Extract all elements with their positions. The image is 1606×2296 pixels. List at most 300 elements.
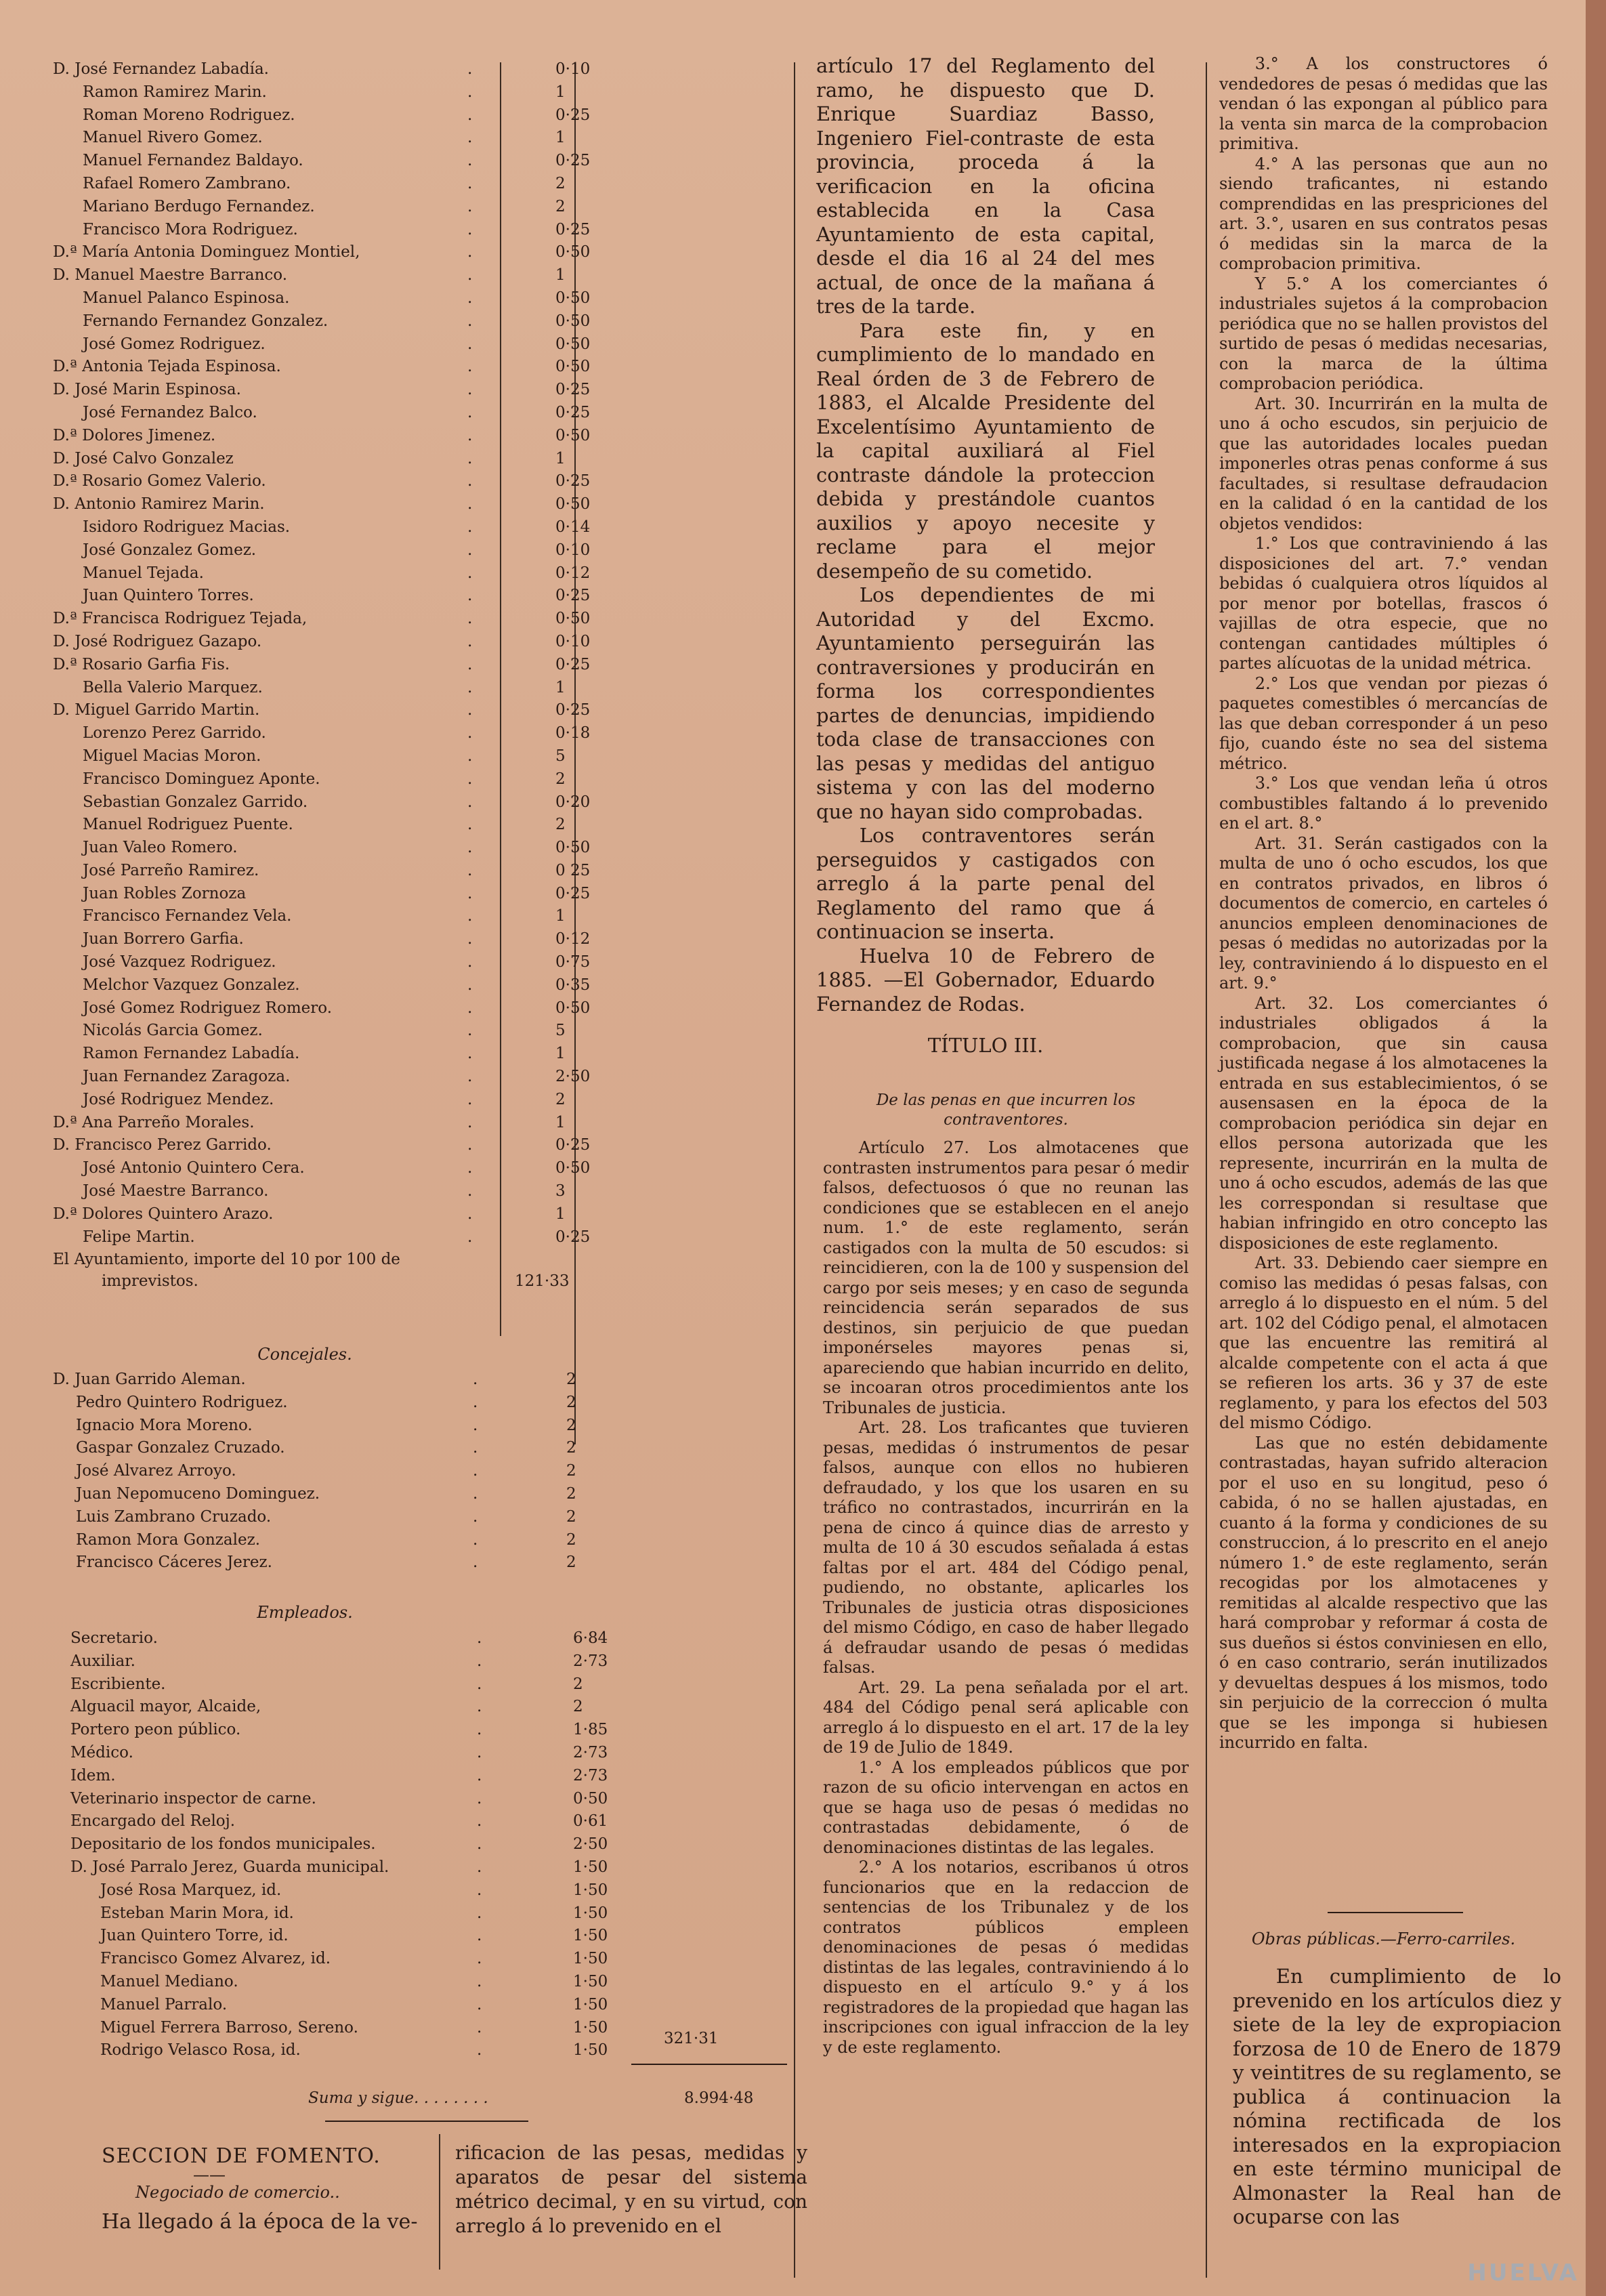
list-row xyxy=(53,516,591,539)
entry-name: José Rodriguez Mendez. xyxy=(83,1090,274,1108)
leader-dot: . xyxy=(467,999,473,1017)
empleado-row xyxy=(70,1925,608,1948)
entry-name: D. José Rodriguez Gazapo. xyxy=(53,632,262,650)
entry-name: Lorenzo Perez Garrido. xyxy=(83,724,266,743)
list-row xyxy=(53,814,574,837)
entry-name: Juan Quintero Torre, id. xyxy=(100,1927,289,1945)
entry-amount: 2 xyxy=(573,1675,583,1693)
leader-dot: . xyxy=(467,930,473,948)
list-row xyxy=(53,1089,574,1112)
entry-amount: 1·50 xyxy=(573,1927,608,1945)
entry-amount: 0·25 xyxy=(555,1136,591,1154)
concejales-list xyxy=(53,1369,574,1574)
empleado-row xyxy=(70,1948,608,1971)
paragraph: Los contraventores serán perseguidos y castigados con arreglo á la parte penal del Reglamento del ramo que á continuacion se inserta. xyxy=(816,824,1155,943)
entry-name: Miguel Macias Moron. xyxy=(83,747,261,765)
entry-amount: 0·12 xyxy=(555,564,591,582)
entry-amount: 0·50 xyxy=(555,358,591,376)
entry-name: D. Antonio Ramirez Marin. xyxy=(53,495,265,514)
leader-dot: . xyxy=(467,610,473,628)
entry-amount: 0·25 xyxy=(555,1228,591,1246)
list-row xyxy=(53,951,591,974)
concejal-row xyxy=(53,1460,574,1483)
entry-amount: 0·50 xyxy=(555,335,591,353)
entry-amount: 2 xyxy=(566,1553,576,1572)
list-row xyxy=(53,631,591,654)
entry-name: Depositario de los fondos municipales. xyxy=(70,1835,376,1854)
entry-amount: 0·50 xyxy=(555,839,591,857)
leader-dot: . xyxy=(467,655,473,673)
list-row xyxy=(53,997,591,1020)
list-row xyxy=(53,562,591,585)
paragraph: artículo 17 del Reglamento del ramo, he dispuesto que D. Enrique Suardiaz Basso, Ingeniero Fiel-contraste de esta provincia, proceda á la verificacion en la oficina establecida en la Casa Ayuntamiento de esta capital, desde el dia 16 al 24 del mes actual, de once de la mañana á tres de la tarde. xyxy=(816,54,1155,318)
entry-amount: 2 xyxy=(566,1530,576,1549)
list-row xyxy=(53,196,574,219)
entry-name: Felipe Martin. xyxy=(83,1228,195,1246)
item: Y 5.° A los comerciantes ó industriales sujetos á la comprobacion periódica que no se hallen provistos del surtido de pesas ó medidas necesarias, con la marca de la última comprobacion periódica. xyxy=(1219,274,1548,393)
entry-amount: 2 xyxy=(566,1393,576,1411)
entry-amount: 1·50 xyxy=(573,1858,608,1876)
entry-amount: 2 xyxy=(573,1698,583,1716)
entry-name: Nicolás Garcia Gomez. xyxy=(83,1022,263,1040)
list-row xyxy=(53,1226,591,1249)
empleado-row xyxy=(70,1627,608,1650)
list-row xyxy=(53,493,591,516)
leader-dot: . xyxy=(467,1159,473,1177)
empleado-row xyxy=(70,1833,608,1856)
entry-name: Miguel Ferrera Barroso, Sereno. xyxy=(100,2018,358,2037)
entry-amount: 2 xyxy=(555,197,566,215)
leader-dot: . xyxy=(467,701,473,719)
entry-name: Ramon Mora Gonzalez. xyxy=(76,1530,261,1549)
paragraph: En cumplimiento de lo prevenido en los artículos diez y siete de la ley de expropiacion forzosa de 10 de Enero de 1879 y veintitres de su reglamento, se publica á continuacion la nómina rectificada de los interesados en la expropiacion en este término municipal de Almonaster la Real han de ocuparse con las xyxy=(1233,1965,1561,2228)
entry-name: José Gomez Rodriguez Romero. xyxy=(83,999,333,1017)
list-row xyxy=(53,974,591,997)
list-row xyxy=(53,1180,574,1203)
entry-name: Secretario. xyxy=(70,1629,158,1647)
entry-amount: 2 xyxy=(555,1090,566,1108)
leader-dot: . xyxy=(467,953,473,972)
leader-dot: . xyxy=(467,907,473,925)
entry-name: Manuel Fernandez Baldayo. xyxy=(83,152,303,170)
entry-name: Esteban Marin Mora, id. xyxy=(100,1904,294,1922)
entry-amount: 2 xyxy=(566,1507,576,1526)
empleado-row xyxy=(70,1673,592,1696)
entry-amount: 0·25 xyxy=(555,701,591,719)
leader-dot: . xyxy=(467,106,473,124)
entry-name: Roman Moreno Rodriguez. xyxy=(83,106,295,124)
list-row xyxy=(53,654,591,677)
leader-dot: . xyxy=(477,1743,482,1761)
leader-dot: . xyxy=(477,1698,482,1716)
entry-name: José Vazquez Rodriguez. xyxy=(83,953,276,972)
fomento-first-line: Ha llegado á la época de la ve- xyxy=(102,2210,418,2234)
leader-dot: . xyxy=(467,587,473,605)
entry-name: D.ª Rosario Garfia Fis. xyxy=(53,655,230,673)
entry-name: Juan Nepomuceno Dominguez. xyxy=(76,1484,320,1503)
entry-amount: 1 xyxy=(555,1113,566,1131)
list-row xyxy=(53,1203,574,1226)
leader-dot: . xyxy=(477,2041,482,2060)
entry-amount: 1·50 xyxy=(573,1904,608,1922)
entry-amount: 1 xyxy=(555,266,566,285)
concejales-heading: Concejales. xyxy=(257,1345,352,1364)
list-row xyxy=(53,402,591,425)
leader-dot: . xyxy=(477,1652,482,1670)
leader-dot: . xyxy=(467,564,473,582)
entry-amount: 6·84 xyxy=(573,1629,608,1647)
empleado-row xyxy=(70,1879,608,1902)
entry-name: Idem. xyxy=(70,1766,116,1784)
empleado-row xyxy=(70,1696,592,1719)
leader-dot: . xyxy=(477,1858,482,1876)
paragraph: Huelva 10 de Febrero de 1885. —El Gobernador, Eduardo Fernandez de Rodas. xyxy=(816,944,1155,1016)
leader-dot: . xyxy=(467,816,473,834)
leader-dot: . xyxy=(467,449,473,467)
contributors-list xyxy=(53,58,591,1249)
empleado-row xyxy=(70,1994,608,2017)
entry-name: Escribiente. xyxy=(70,1675,166,1693)
entry-name: D.ª Dolores Jimenez. xyxy=(53,426,216,444)
entry-amount: 2 xyxy=(566,1439,576,1457)
entry-amount: 5 xyxy=(555,1022,566,1040)
item: 4.° A las personas que aun no siendo traficantes, ni estando comprendidas en las prespriciones del art. 3.°, usaren en sus contratos pesas ó medidas sin la marca de la comprobacion primitiva. xyxy=(1219,154,1548,273)
entry-amount: 0·25 xyxy=(555,152,591,170)
leader-dot: . xyxy=(477,1835,482,1854)
list-row xyxy=(53,219,591,242)
entry-name: D. José Marin Espinosa. xyxy=(53,381,241,399)
entry-amount: 1·50 xyxy=(573,2018,608,2037)
entry-amount: 1·50 xyxy=(573,1995,608,2013)
section-rule xyxy=(1328,1912,1463,1913)
entry-name: José Parreño Ramirez. xyxy=(83,861,259,879)
entry-name: Francisco Dominguez Aponte. xyxy=(83,770,320,788)
entry-amount: 0·14 xyxy=(555,518,591,536)
empleado-row xyxy=(70,1719,608,1742)
concejal-row xyxy=(53,1551,574,1574)
leader-dot: . xyxy=(477,1950,482,1968)
fomento-continuation: rificacion de las pesas, medidas y aparatos de pesar del sistema métrico decimal, y en su virtud, con arreglo á lo prevenido en el xyxy=(455,2142,807,2237)
leader-dot: . xyxy=(467,426,473,444)
entry-name: Mariano Berdugo Fernandez. xyxy=(83,197,315,215)
entry-amount: 0·18 xyxy=(555,724,591,743)
leader-dot: . xyxy=(467,518,473,536)
leader-dot: . xyxy=(467,1182,473,1201)
leader-dot: . xyxy=(473,1530,478,1549)
page-edge xyxy=(1586,0,1606,2296)
entry-name: Ramon Fernandez Labadía. xyxy=(83,1045,300,1063)
entry-amount: 1·50 xyxy=(573,2041,608,2060)
entry-name: Portero peon público. xyxy=(70,1721,241,1739)
entry-name: Francisco Mora Rodriguez. xyxy=(83,220,298,238)
list-row xyxy=(53,356,591,379)
ayuntamiento-total: 121·33 xyxy=(515,1272,570,1290)
entry-name: José Fernandez Balco. xyxy=(83,403,257,421)
entry-name: Francisco Cáceres Jerez. xyxy=(76,1553,272,1572)
entry-amount: 0·25 xyxy=(555,403,591,421)
leader-dot: . xyxy=(477,1904,482,1922)
list-row xyxy=(53,127,574,150)
leader-dot: . xyxy=(467,1090,473,1108)
leader-dot: . xyxy=(473,1553,478,1572)
entry-amount: 1 xyxy=(555,129,566,147)
item: 3.° A los constructores ó vendedores de pesas ó medidas que las vendan ó las expongan al público para la venta sin marca de la comprobacion primitiva. xyxy=(1219,54,1548,153)
entry-name: José Rosa Marquez, id. xyxy=(100,1881,282,1899)
leader-dot: . xyxy=(467,174,473,192)
leader-dot: . xyxy=(477,1812,482,1831)
list-row xyxy=(53,104,591,127)
empleado-row xyxy=(70,1650,608,1673)
entry-amount: 2 xyxy=(555,770,566,788)
list-row xyxy=(53,379,591,402)
entry-amount: 0·50 xyxy=(555,426,591,444)
suma-total: 8.994·48 xyxy=(684,2089,754,2107)
leader-dot: . xyxy=(473,1416,478,1434)
entry-amount: 0·75 xyxy=(555,953,591,972)
leader-dot: . xyxy=(467,495,473,514)
concejal-row xyxy=(53,1483,574,1506)
leader-dot: . xyxy=(467,770,473,788)
entry-name: Alguacil mayor, Alcaide, xyxy=(70,1698,261,1716)
entry-amount: 0·25 xyxy=(555,884,591,902)
entry-amount: 0·25 xyxy=(555,106,591,124)
concejal-row xyxy=(53,1437,574,1460)
entry-name: Médico. xyxy=(70,1743,133,1761)
column-3-expropiacion xyxy=(1233,1965,1561,2230)
entry-name: Bella Valerio Marquez. xyxy=(83,678,263,696)
leader-dot: . xyxy=(473,1371,478,1388)
list-row xyxy=(53,791,591,814)
entry-name: José Antonio Quintero Cera. xyxy=(83,1159,305,1177)
article-33: Art. 33. Debiendo caer siempre en comiso las medidas ó pesas falsas, con arreglo á lo dispuesto en el núm. 5 del art. 102 del Código penal, el almotacen que las encuentre las remitirá al alcalde competente con el acta á que se refieren los arts. 36 y 37 de este reglamento, y para los efectos del 503 del mismo Código. xyxy=(1219,1253,1548,1432)
entry-amount: 0·10 xyxy=(555,60,591,78)
list-row xyxy=(53,608,591,631)
leader-dot: . xyxy=(467,220,473,238)
entry-amount: 0·25 xyxy=(555,220,591,238)
entry-name: D.ª Dolores Quintero Arazo. xyxy=(53,1205,274,1223)
entry-amount: 2 xyxy=(555,174,566,192)
entry-name: D.ª Rosario Gomez Valerio. xyxy=(53,472,266,490)
empleado-row xyxy=(70,1788,608,1811)
leader-dot: . xyxy=(473,1462,478,1480)
entry-name: Rodrigo Velasco Rosa, id. xyxy=(100,2041,301,2060)
list-row xyxy=(53,425,591,448)
leader-dot: . xyxy=(477,2018,482,2037)
column-3 xyxy=(1219,54,1548,1753)
list-row xyxy=(53,860,591,883)
list-row xyxy=(53,470,591,493)
list-row xyxy=(53,1157,591,1180)
leader-dot: . xyxy=(467,724,473,743)
titulo-subheading: De las penas en que incurren los contraventores. xyxy=(876,1091,1136,1129)
archive-watermark: HUELVA xyxy=(1467,2259,1579,2287)
entry-amount: 1 xyxy=(555,1205,566,1223)
list-row xyxy=(53,81,574,104)
column-rule xyxy=(794,62,795,2278)
entry-name: Melchor Vazquez Gonzalez. xyxy=(83,976,300,994)
entry-name: Pedro Quintero Rodriguez. xyxy=(76,1393,288,1411)
leader-dot: . xyxy=(467,1228,473,1246)
empleado-row xyxy=(70,1971,608,1994)
article-31: Art. 31. Serán castigados con la multa de uno ó ocho escudos, los que en contratos privados, en libros ó documentos de comercio, en carteles ó anuncios empleen denominaciones de pesas ó medidas no autorizadas por la ley, contraviniendo á lo dispuesto en el art. 9.° xyxy=(1219,833,1548,993)
entry-amount: 0 25 xyxy=(555,861,591,879)
leader-dot: . xyxy=(467,747,473,765)
leader-dot: . xyxy=(467,243,473,262)
entry-name: D.ª Ana Parreño Morales. xyxy=(53,1113,255,1131)
entry-amount: 2 xyxy=(566,1416,576,1434)
entry-amount: 3 xyxy=(555,1182,566,1201)
obras-heading: Obras públicas.—Ferro-carriles. xyxy=(1251,1929,1516,1948)
empleados-heading: Empleados. xyxy=(257,1603,353,1622)
entry-amount: 0·12 xyxy=(555,930,591,948)
concejal-row xyxy=(53,1369,574,1392)
leader-dot: . xyxy=(473,1507,478,1526)
leader-dot: . xyxy=(467,358,473,376)
empleado-row xyxy=(70,1856,608,1879)
leader-dot: . xyxy=(467,793,473,811)
leader-dot: . xyxy=(467,884,473,902)
leader-dot: . xyxy=(467,632,473,650)
entry-amount: 1 xyxy=(555,449,566,467)
entry-amount: 0·50 xyxy=(573,1789,608,1808)
list-row xyxy=(53,1134,591,1157)
entry-name: D. José Fernandez Labadía. xyxy=(53,60,269,78)
leader-dot: . xyxy=(467,60,473,78)
entry-name: Gaspar Gonzalez Cruzado. xyxy=(76,1439,285,1457)
entry-amount: 2 xyxy=(566,1484,576,1503)
entry-amount: 2·73 xyxy=(573,1766,608,1784)
leader-dot: . xyxy=(467,152,473,170)
fomento-dash: —— xyxy=(193,2165,226,2184)
entry-amount: 2·73 xyxy=(573,1652,608,1670)
entry-name: José Gonzalez Gomez. xyxy=(83,541,257,559)
column-rule xyxy=(439,2134,440,2270)
paragraph: Para este fin, y en cumplimiento de lo mandado en Real órden de 3 de Febrero de 1883, el Alcalde Presidente del Excelentísimo Ayuntamiento de la capital auxiliará al Fiel contraste dándole la proteccion debida y prestándole cuantos auxilios y apoyo necesite y reclame para el mejor desempeño de su cometido. xyxy=(816,318,1155,583)
entry-amount: 5 xyxy=(555,747,566,765)
column-rule xyxy=(1206,62,1207,2278)
leader-dot: . xyxy=(477,1629,482,1647)
entry-amount: 0·50 xyxy=(555,999,591,1017)
entry-amount: 0·10 xyxy=(555,541,591,559)
entry-name: Sebastian Gonzalez Garrido. xyxy=(83,793,308,811)
concejal-row xyxy=(53,1392,574,1415)
article-28: Art. 28. Los traficantes que tuvieren pesas, medidas ó instrumentos de pesar falsos, aunque con ellos no hubieren defraudado, y los que los usaren en su tráfico no contrastados, incurrirán en la pena de cinco á quince dias de arresto y multa de 10 á 30 escudos señalada á estas faltas por el art. 484 del Código penal, pudiendo, no obstante, aplicarles los Tribunales de justicia otras disposiciones del mismo Código, en caso de haber llegado á defraudar usando de pesas ó medidas falsas. xyxy=(823,1418,1189,1677)
leader-dot: . xyxy=(467,1022,473,1040)
list-row xyxy=(53,287,591,310)
entry-name: Luis Zambrano Cruzado. xyxy=(76,1507,272,1526)
column-2 xyxy=(816,54,1155,1058)
leader-dot: . xyxy=(467,403,473,421)
entry-amount: 2·50 xyxy=(573,1835,608,1854)
article-29-item: 2.° A los notarios, escribanos ú otros funcionarios que en la redaccion de sentencias de los Tribunalez y de los contratos públicos empleen denominaciones de pesas ó medidas distintas de las legales, contraviniendo á lo dispuesto en el artículo 9.° y á los registradores de la propiedad que hagan las inscripciones con igual infraccion de la ley y de este reglamento. xyxy=(823,1858,1189,2057)
empleado-row xyxy=(70,1810,608,1833)
entry-amount: 2·50 xyxy=(555,1068,591,1086)
leader-dot: . xyxy=(467,1045,473,1063)
entry-amount: 2·73 xyxy=(573,1743,608,1761)
list-row xyxy=(53,448,574,471)
entry-amount: 0·10 xyxy=(555,632,591,650)
leader-dot: . xyxy=(477,1766,482,1784)
leader-dot: . xyxy=(473,1439,478,1457)
entry-name: Rafael Romero Zambrano. xyxy=(83,174,291,192)
empleado-row xyxy=(70,2017,608,2040)
leader-dot: . xyxy=(467,381,473,399)
paragraph: Los dependientes de mi Autoridad y del Excmo. Ayuntamiento perseguirán las contraversiones y producirán en forma los correspondientes partes de denuncias, impidiendo toda clase de transacciones con las pesas y medidas del antiguo sistema y con las del moderno que no hayan sido comprobadas. xyxy=(816,583,1155,823)
list-row xyxy=(53,1112,574,1135)
entry-amount: 1 xyxy=(555,1045,566,1063)
leader-dot: . xyxy=(467,678,473,696)
entry-name: D. José Calvo Gonzalez xyxy=(53,449,234,467)
list-row xyxy=(53,883,591,906)
leader-dot: . xyxy=(467,197,473,215)
entry-name: Manuel Mediano. xyxy=(100,1972,238,1990)
item: 2.° Los que vendan por piezas ó paquetes comestibles ó mercancías de las que deban corresponder á un peso fijo, cuando éste no sea del sistema métrico. xyxy=(1219,673,1548,773)
entry-name: Juan Valeo Romero. xyxy=(83,839,238,857)
list-row xyxy=(53,1020,574,1043)
entry-name: Veterinario inspector de carne. xyxy=(70,1789,316,1808)
leader-dot: . xyxy=(467,541,473,559)
suma-label: Suma y sigue. . . . . . . . xyxy=(308,2089,488,2107)
entry-amount: 0·50 xyxy=(555,1159,591,1177)
leader-dot: . xyxy=(467,1113,473,1131)
fomento-title: SECCION DE FOMENTO. xyxy=(102,2144,381,2168)
leader-dot: . xyxy=(467,312,473,330)
entry-name: Auxiliar. xyxy=(70,1652,135,1670)
entry-name: Fernando Fernandez Gonzalez. xyxy=(83,312,329,330)
list-row xyxy=(53,173,574,196)
entry-amount: 0·50 xyxy=(555,289,591,307)
article-32: Art. 32. Los comerciantes ó industriales obligados á la comprobacion, que sin causa justificada negase á los almotacenes la entrada en sus establecimientos, ó se ausensasen en la época de la comprobacion periódica sin dejar en ellos persona autorizada que les represente, incurrirán en la multa de uno á ocho escudos, además de las que les correspondan si resultase que habian infringido en otro concepto las disposiciones de este reglamento. xyxy=(1219,993,1548,1253)
list-row xyxy=(53,905,574,928)
empleados-subtotal: 321·31 xyxy=(664,2030,719,2047)
leader-dot: . xyxy=(467,839,473,857)
article-30: Art. 30. Incurrirán en la multa de uno á ocho escudos, sin perjuicio de que las autoridades locales puedan imponerles otras penas conforme á sus facultades, si resultase defraudacion en la calidad ó en la cantidad de los objetos vendidos: xyxy=(1219,394,1548,533)
list-row xyxy=(53,539,591,562)
entry-name: D. Manuel Maestre Barranco. xyxy=(53,266,288,285)
entry-name: Juan Robles Zornoza xyxy=(83,884,247,902)
leader-dot: . xyxy=(467,861,473,879)
list-row xyxy=(53,58,591,81)
entry-amount: 0·25 xyxy=(555,472,591,490)
list-row xyxy=(53,333,591,356)
leader-dot: . xyxy=(467,1068,473,1086)
empleado-row xyxy=(70,1742,608,1765)
entry-name: Juan Quintero Torres. xyxy=(83,587,254,605)
entry-name: D. José Parralo Jerez, Guarda municipal. xyxy=(70,1858,389,1876)
entry-name: Ramon Ramirez Marin. xyxy=(83,83,267,101)
entry-name: Manuel Tejada. xyxy=(83,564,204,582)
titulo-heading: TÍTULO III. xyxy=(927,1034,1044,1057)
entry-amount: 0·25 xyxy=(555,587,591,605)
leader-dot: . xyxy=(477,1995,482,2013)
empleado-row xyxy=(70,2039,608,2062)
entry-name: Manuel Parralo. xyxy=(100,1995,228,2013)
entry-amount: 0·50 xyxy=(555,495,591,514)
entry-name: Isidoro Rodriguez Macias. xyxy=(83,518,291,536)
leader-dot: . xyxy=(477,1881,482,1899)
entry-amount: 2 xyxy=(555,816,566,834)
list-row xyxy=(53,677,574,700)
ayuntamiento-line2: imprevistos. xyxy=(102,1272,198,1290)
paragraph: Las que no estén debidamente contrastadas, hayan sufrido alteracion por el uso en su longitud, peso ó cabida, ó no se hallen ajustadas, en cuanto á la forma y condiciones de su construccion, á lo prescrito en el anejo número 1.° de este reglamento, serán recogidas por los almotacenes y remitidas al alcalde respectivo que las hará comprobar y reformar á costa de sus dueños si éstos conviniesen en ello, ó en caso contrario, serán inutilizados y devueltas despues á los mismos, todo sin perjuicio de la correccion ó multa que se les imponga si hubiesen incurrido en falta. xyxy=(1219,1433,1548,1752)
list-row xyxy=(53,264,574,287)
entry-name: Encargado del Reloj. xyxy=(70,1812,236,1831)
entry-amount: 0·50 xyxy=(555,312,591,330)
entry-name: D. Juan Garrido Aleman. xyxy=(53,1371,246,1388)
entry-amount: 0·20 xyxy=(555,793,591,811)
leader-dot: . xyxy=(467,1136,473,1154)
list-row xyxy=(53,1043,574,1066)
